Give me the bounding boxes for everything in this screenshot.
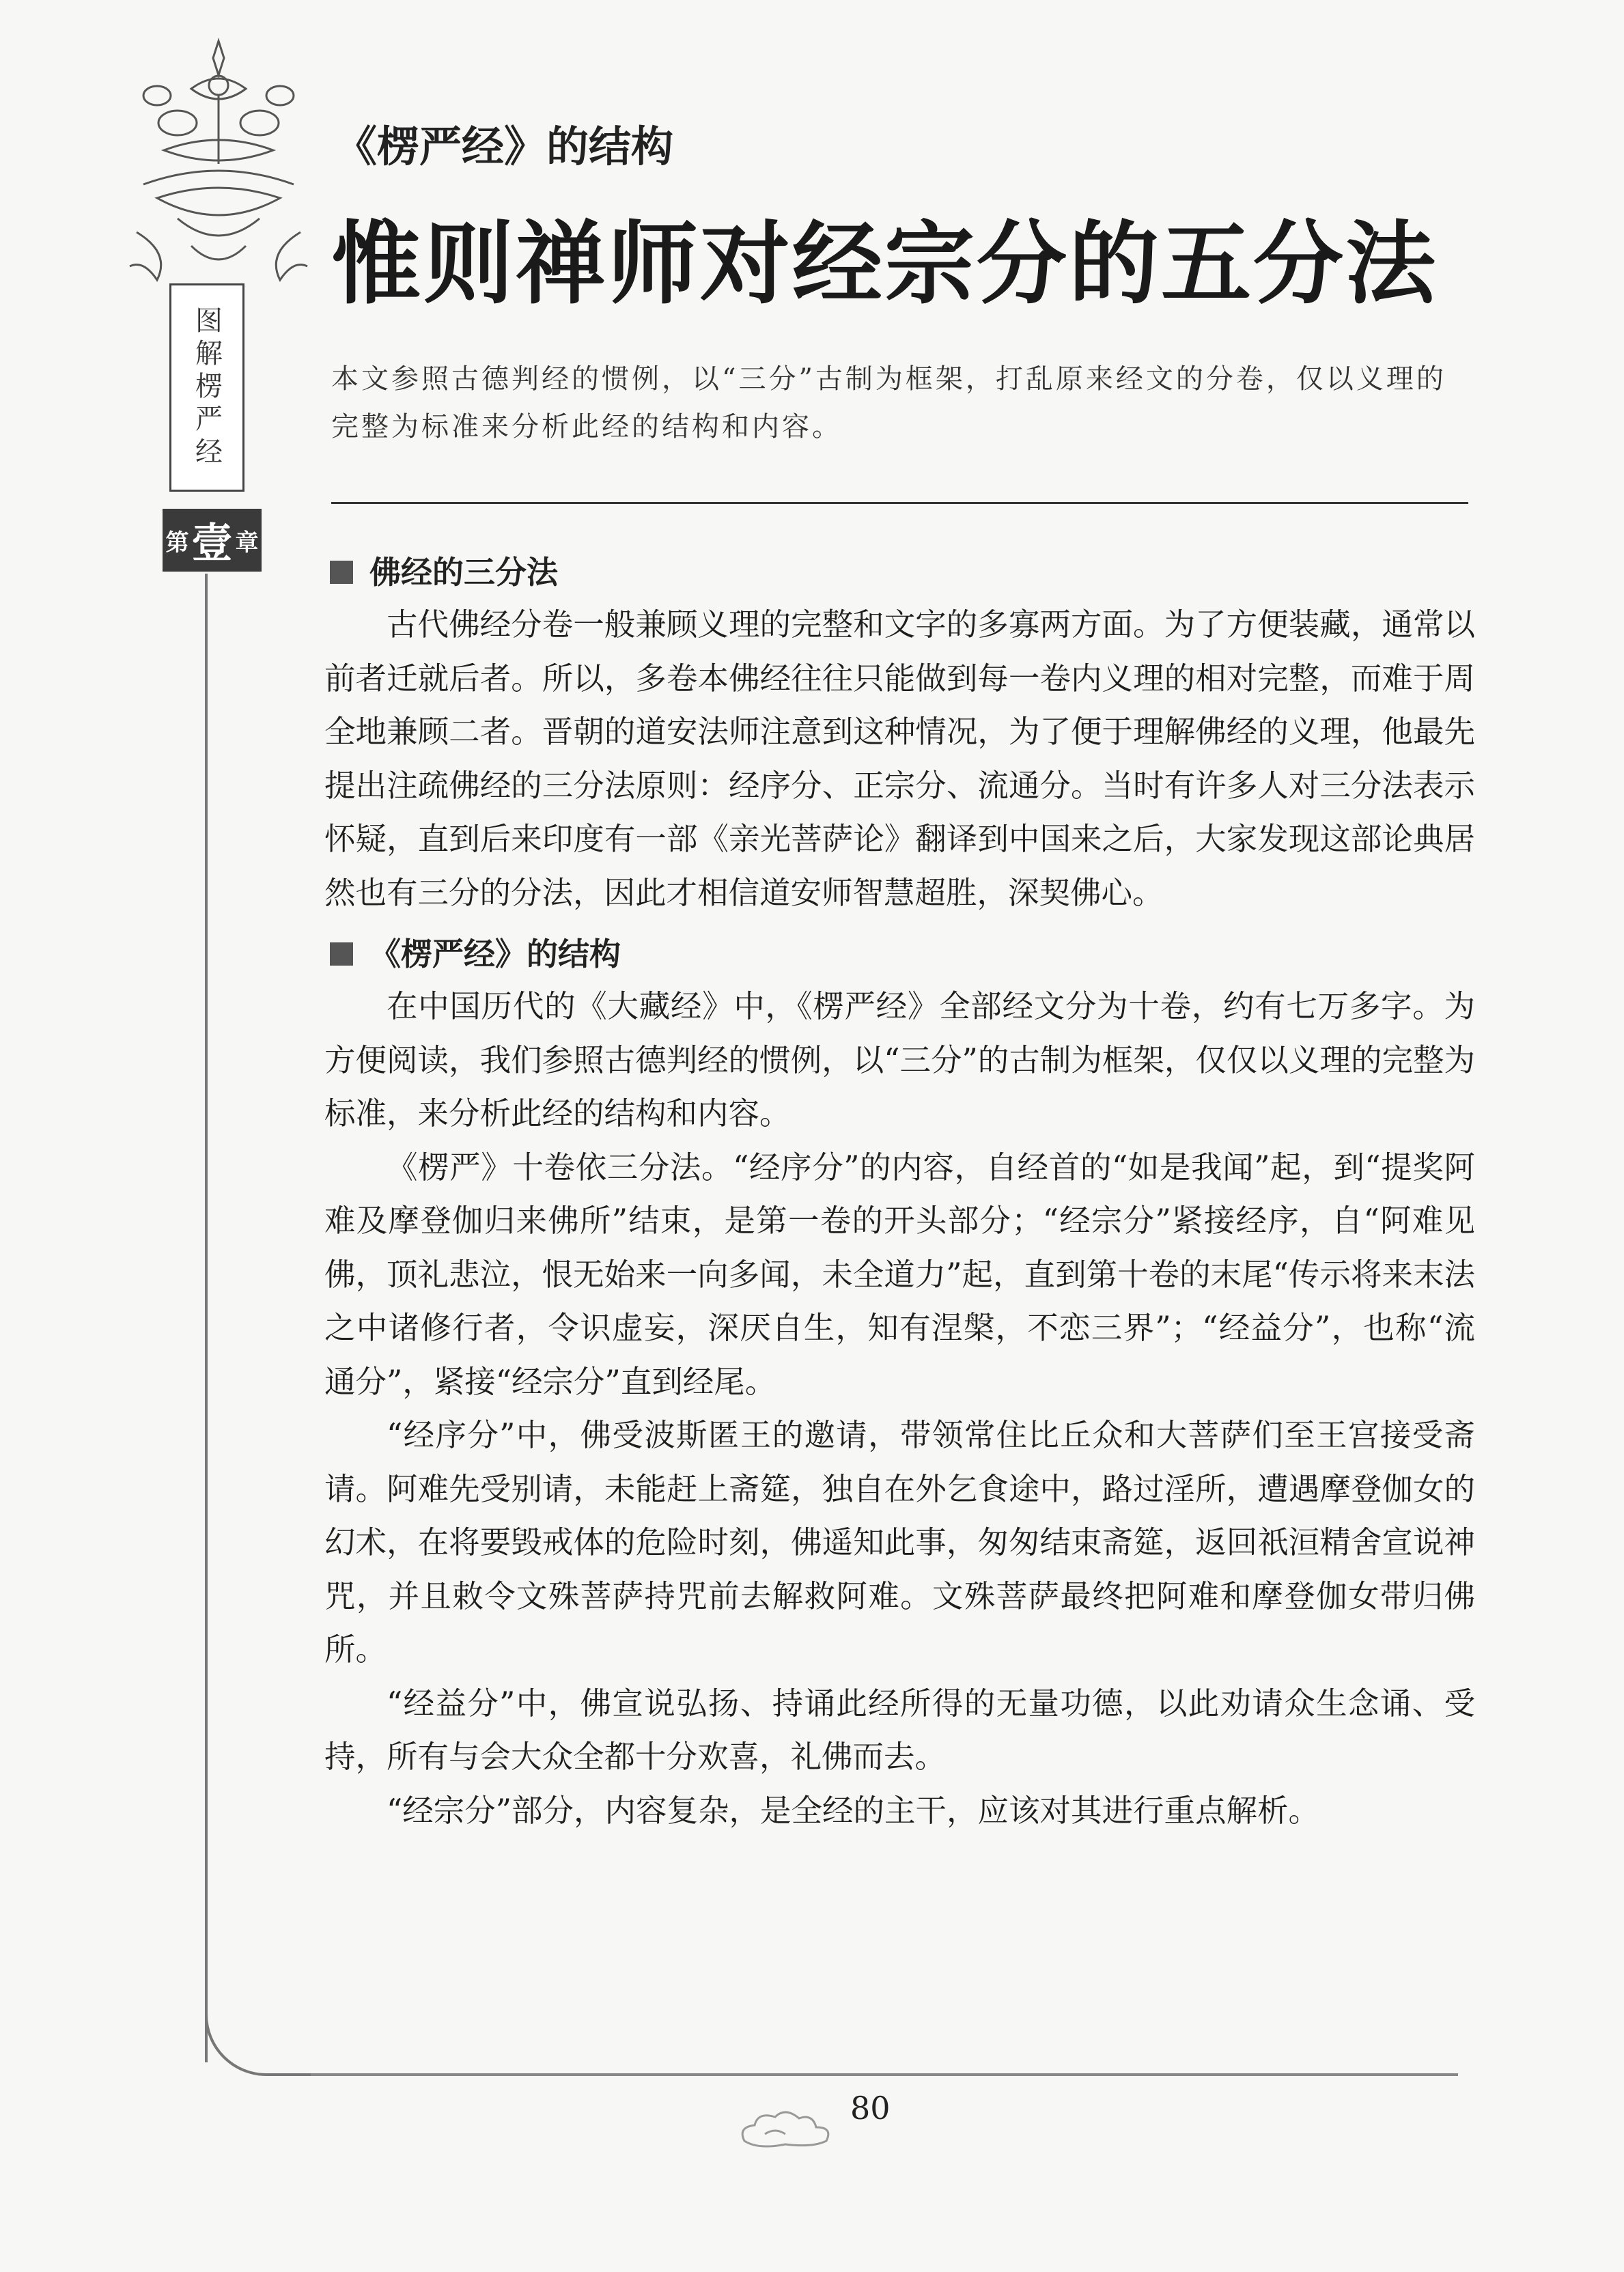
page-title: 惟则禅师对经宗分的五分法 — [331, 212, 1438, 317]
body-paragraph: “经序分”中，佛受波斯匿王的邀请，带领常住比丘众和大菩萨们至王宫接受斋请。阿难先受别请，未能赶上斋筵，独自在外乞食途中，路过淫所，遭遇摩登伽女的幻术，在将要毁戒体的危险时刻，佛遥知此事，匆匆结束斋筵，返回祇洹精舍宣说神咒，并且敕令文殊菩萨持咒前去解救阿难。文殊菩萨最终把阿难和摩登伽女带归佛所。 — [324, 1417, 1475, 1668]
page-number: 80 — [850, 2090, 891, 2127]
chapter-suffix: 章 — [235, 529, 259, 557]
bottom-rule — [311, 2073, 1458, 2076]
section-heading — [324, 928, 1475, 980]
intro-paragraph: 本文参照古德判经的惯例，以“三分”古制为框架，打乱原来经文的分卷，仅以义理的完整为标准来分析此经的结构和内容。 — [331, 363, 1446, 443]
square-bullet-icon — [330, 561, 353, 584]
section-heading-text: 佛经的三分法 — [369, 554, 558, 591]
body-paragraph: 《楞严》十卷依三分法。“经序分”的内容，自经首的“如是我闻”起，到“提奖阿难及摩登伽归来佛所”结束，是第一卷的开头部分；“经宗分”紧接经序，自“阿难见佛，顶礼悲泣，恨无始来一向多闻，未全道力”起，直到第十卷的末尾“传示将来末法之中诸修行者，令识虚妄，深厌自生，知有涅槃，不恋三界”；“经益分”，也称“流通分”，紧接“经宗分”直到经尾。 — [324, 1149, 1475, 1400]
header-divider — [331, 502, 1468, 504]
body-paragraph: 在中国历代的《大藏经》中，《楞严经》全部经文分为十卷，约有七万多字。为方便阅读，我们参照古德判经的惯例，以“三分”的古制为框架，仅仅以义理的完整为标准，来分析此经的结构和内容。 — [324, 988, 1475, 1132]
section-heading-text: 《楞严经》的结构 — [369, 936, 621, 972]
body-paragraph: “经宗分”部分，内容复杂，是全经的主干，应该对其进行重点解析。 — [387, 1792, 1320, 1829]
side-curve — [205, 2008, 314, 2076]
body-paragraph: 古代佛经分卷一般兼顾义理的完整和文字的多寡两方面。为了方便装藏，通常以前者迁就后者。所以，多卷本佛经往往只能做到每一卷内义理的相对完整，而难于周全地兼顾二者。晋朝的道安法师注意到这种情况，为了便于理解佛经的义理，他最先提出注疏佛经的三分法原则：经序分、正宗分、流通分。当时有许多人对三分法表示怀疑，直到后来印度有一部《亲光菩萨论》翻译到中国来之后，大家发现这部论典居然也有三分的分法，因此才相信道安师智慧超胜，深契佛心。 — [324, 606, 1475, 911]
body-paragraph: “经益分”中，佛宣说弘扬、持诵此经所得的无量功德，以此劝请众生念诵、受持，所有与会大众全都十分欢喜，礼佛而去。 — [324, 1685, 1475, 1775]
chapter-tab — [163, 509, 262, 572]
chapter-prefix: 第 — [165, 529, 189, 557]
lotus-vajra-ornament-icon — [116, 27, 321, 314]
article-body — [324, 546, 1475, 1838]
article-kicker: 《楞严经》的结构 — [335, 122, 674, 171]
side-rule — [205, 574, 208, 2062]
chapter-number: 壹 — [191, 520, 233, 567]
book-title-label — [169, 283, 244, 492]
section-heading — [324, 546, 1475, 598]
book-title-text: 图解楞严经 — [191, 305, 223, 470]
square-bullet-icon — [330, 942, 353, 966]
